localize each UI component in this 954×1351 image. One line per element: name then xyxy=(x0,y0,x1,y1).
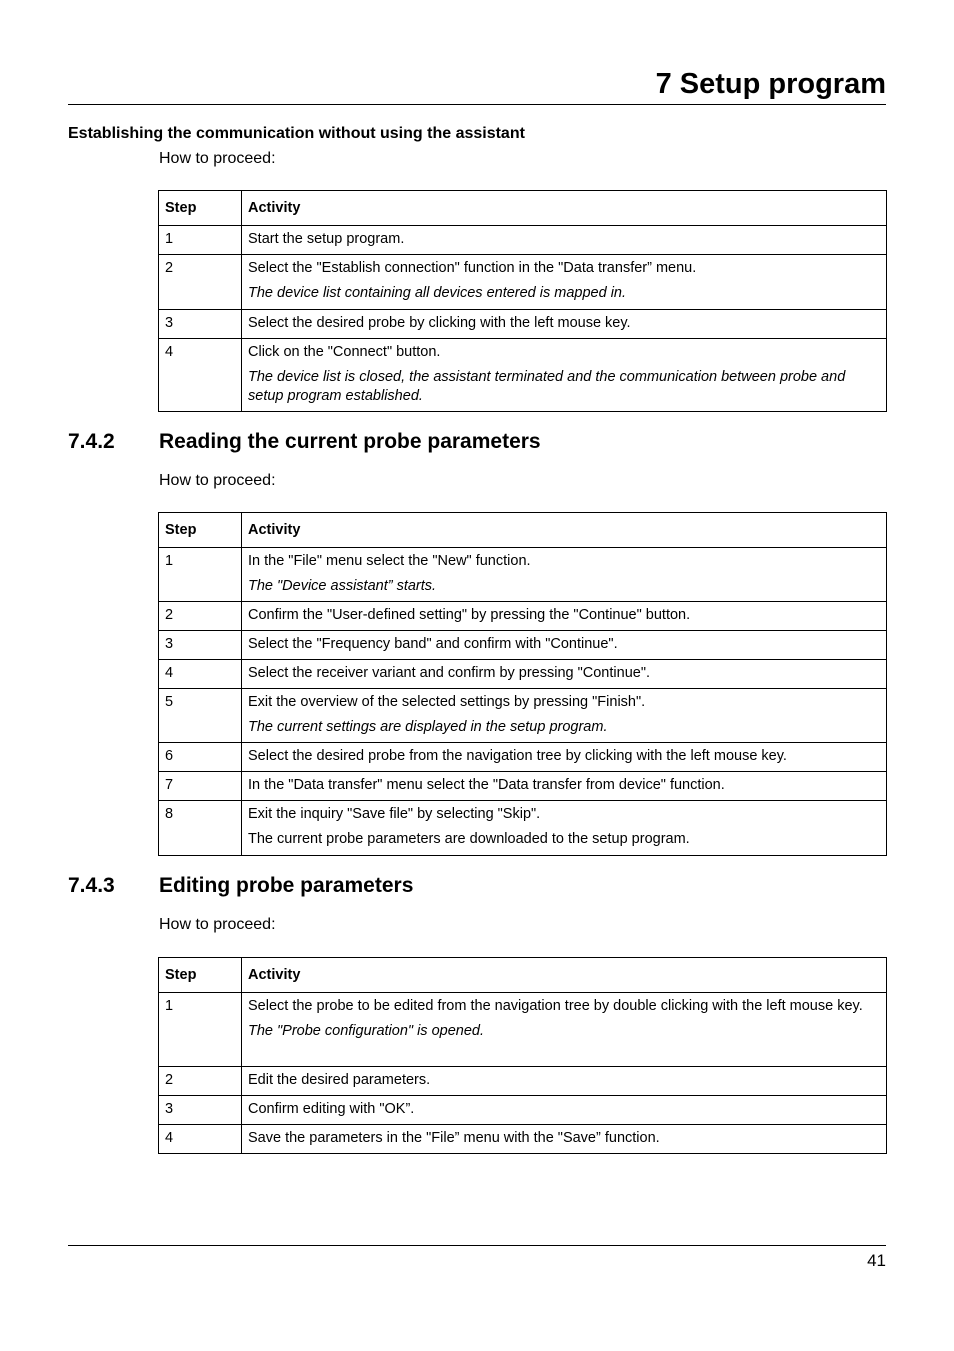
table-row xyxy=(159,631,887,660)
intro-heading: Establishing the communication without using the assistant xyxy=(68,125,525,142)
section-title: Reading the current probe parameters xyxy=(159,430,541,453)
activity-text: Exit the overview of the selected settings by pressing "Finish". xyxy=(248,694,646,710)
activity-text: Select the receiver variant and confirm by pressing "Continue". xyxy=(248,665,650,681)
step-number: 3 xyxy=(159,1096,242,1125)
table-header-row xyxy=(159,958,887,993)
activity-text: Save the parameters in the "File” menu with the "Save” function. xyxy=(248,1130,660,1146)
step-activity xyxy=(242,993,887,1067)
step-activity xyxy=(242,801,887,856)
activity-note: The device list containing all devices entered is mapped in. xyxy=(248,285,627,301)
table-row xyxy=(159,689,887,743)
step-activity xyxy=(242,1096,887,1125)
step-activity xyxy=(242,689,887,743)
step-number: 1 xyxy=(159,548,242,602)
step-number: 2 xyxy=(159,602,242,631)
table-row xyxy=(159,772,887,801)
step-number: 6 xyxy=(159,743,242,772)
activity-text: In the "Data transfer" menu select the "Data transfer from device" function. xyxy=(248,777,725,793)
table-row xyxy=(159,226,887,255)
step-activity xyxy=(242,660,887,689)
step-activity xyxy=(242,255,887,310)
activity-text: Confirm the "User-defined setting" by pressing the "Continue" button. xyxy=(248,607,691,623)
table-row xyxy=(159,339,887,412)
activity-note: The "Device assistant” starts. xyxy=(248,578,437,594)
step-number: 2 xyxy=(159,1067,242,1096)
step-number: 4 xyxy=(159,660,242,689)
section-742-how-to: How to proceed: xyxy=(159,472,276,489)
table-row xyxy=(159,660,887,689)
section-title: Editing probe parameters xyxy=(159,874,414,897)
step-activity xyxy=(242,602,887,631)
step-number: 8 xyxy=(159,801,242,856)
activity-note: The "Probe configuration" is opened. xyxy=(248,1023,485,1039)
step-number: 7 xyxy=(159,772,242,801)
activity-note: The current settings are displayed in the setup program. xyxy=(248,719,608,735)
section-heading-7-4-2 xyxy=(68,428,541,456)
table-row xyxy=(159,801,887,856)
table-row xyxy=(159,1067,887,1096)
table-header-row xyxy=(159,191,887,226)
column-header-activity: Activity xyxy=(242,513,887,548)
step-activity xyxy=(242,1067,887,1096)
step-number: 3 xyxy=(159,310,242,339)
section-number: 7.4.3 xyxy=(68,874,115,897)
table-row xyxy=(159,1096,887,1125)
activity-text: Exit the inquiry "Save file" by selecting "Skip". xyxy=(248,806,541,822)
step-number: 1 xyxy=(159,993,242,1067)
step-activity xyxy=(242,631,887,660)
step-activity xyxy=(242,339,887,412)
section-number: 7.4.2 xyxy=(68,430,115,453)
activity-text: Click on the "Connect" button. xyxy=(248,344,441,360)
section-heading-7-4-3 xyxy=(68,872,413,900)
activity-text: Select the probe to be edited from the navigation tree by double clicking with the left mouse key. xyxy=(248,998,863,1014)
table-row xyxy=(159,255,887,310)
intro-steps-table xyxy=(158,190,887,412)
table-row xyxy=(159,743,887,772)
step-number: 1 xyxy=(159,226,242,255)
step-activity xyxy=(242,226,887,255)
activity-text: Select the desired probe by clicking with the left mouse key. xyxy=(248,315,631,331)
header-divider xyxy=(68,104,886,105)
activity-result: The current probe parameters are downloaded to the setup program. xyxy=(248,831,690,847)
activity-text: Edit the desired parameters. xyxy=(248,1072,431,1088)
step-number: 3 xyxy=(159,631,242,660)
column-header-step: Step xyxy=(159,958,242,993)
activity-text: Select the "Frequency band" and confirm with "Continue". xyxy=(248,636,618,652)
editing-steps-table xyxy=(158,957,887,1154)
step-number: 4 xyxy=(159,1125,242,1154)
table-row xyxy=(159,993,887,1067)
step-activity xyxy=(242,548,887,602)
table-row xyxy=(159,1125,887,1154)
step-activity xyxy=(242,772,887,801)
column-header-step: Step xyxy=(159,513,242,548)
table-header-row xyxy=(159,513,887,548)
column-header-activity: Activity xyxy=(242,191,887,226)
page-number: 41 xyxy=(867,1251,886,1270)
section-743-how-to: How to proceed: xyxy=(159,916,276,933)
step-activity xyxy=(242,310,887,339)
table-row xyxy=(159,310,887,339)
table-row xyxy=(159,602,887,631)
intro-how-to: How to proceed: xyxy=(159,150,276,167)
step-activity xyxy=(242,743,887,772)
activity-text: Select the desired probe from the navigation tree by clicking with the left mouse key. xyxy=(248,748,787,764)
step-activity xyxy=(242,1125,887,1154)
activity-note: The device list is closed, the assistant terminated and the communication between probe and setup program established. xyxy=(248,369,846,404)
step-number: 5 xyxy=(159,689,242,743)
column-header-activity: Activity xyxy=(242,958,887,993)
table-row xyxy=(159,548,887,602)
column-header-step: Step xyxy=(159,191,242,226)
step-number: 4 xyxy=(159,339,242,412)
footer-divider xyxy=(68,1245,886,1246)
activity-text: In the "File" menu select the "New" function. xyxy=(248,553,531,569)
reading-steps-table xyxy=(158,512,887,856)
activity-text: Start the setup program. xyxy=(248,231,405,247)
activity-text: Confirm editing with "OK”. xyxy=(248,1101,415,1117)
activity-text: Select the "Establish connection" function in the "Data transfer” menu. xyxy=(248,260,697,276)
step-number: 2 xyxy=(159,255,242,310)
chapter-title: 7 Setup program xyxy=(655,68,886,100)
